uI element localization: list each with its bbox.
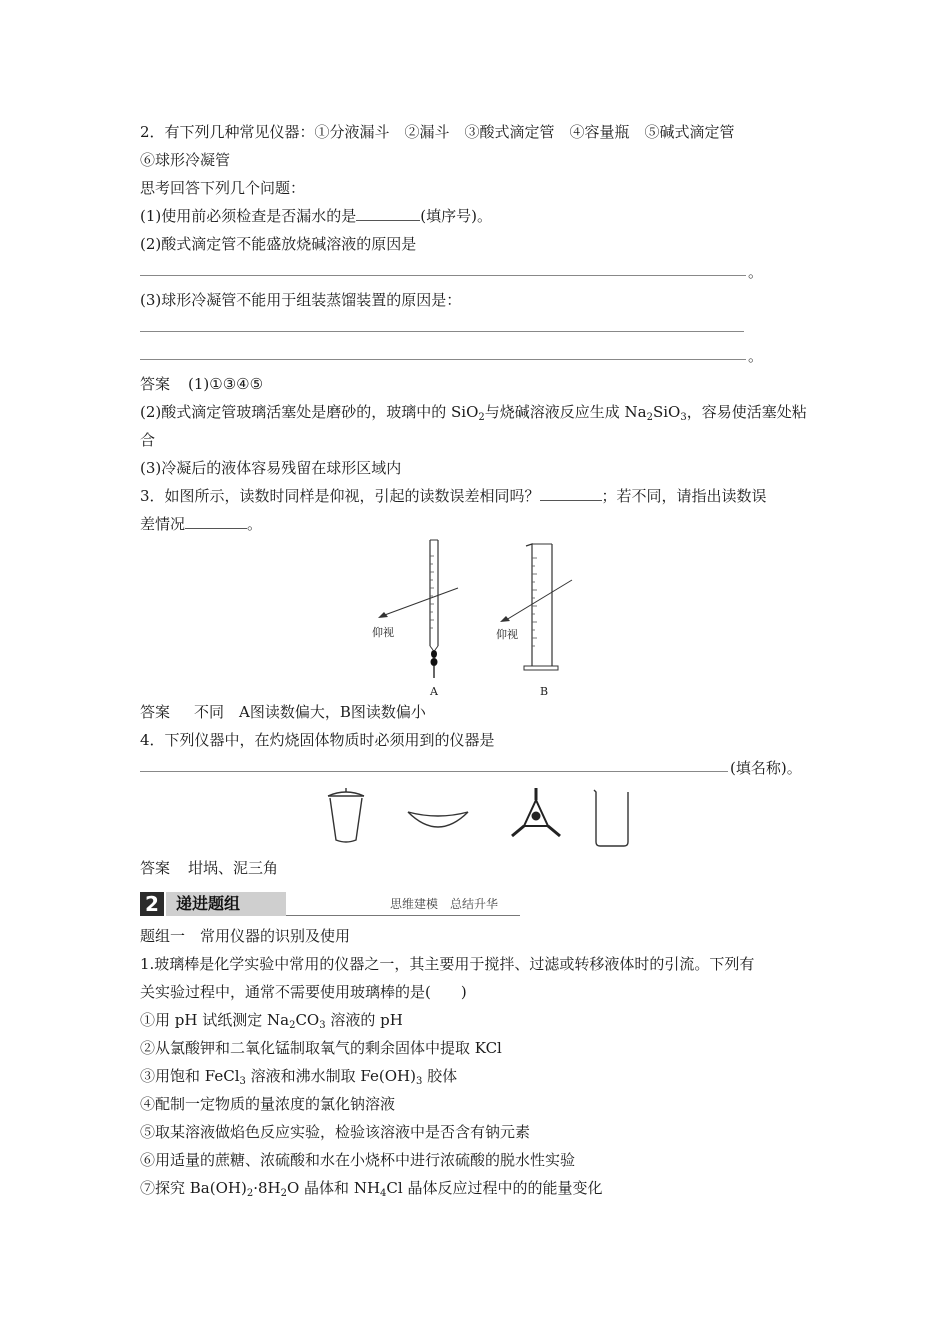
option-1 — [140, 1006, 820, 1034]
q2-part1-tail: (填序号)。 — [420, 207, 492, 225]
option-text: ·8H — [253, 1179, 281, 1197]
q2-part2: (2)酸式滴定管不能盛放烧碱溶液的原因是 — [140, 235, 417, 253]
subscript: 3 — [415, 1076, 423, 1087]
group-title: 题组一 常用仪器的识别及使用 — [140, 927, 351, 945]
option-text: O 晶体和 NH — [286, 1179, 381, 1197]
option-text: ⑦探究 Ba(OH) — [140, 1179, 247, 1197]
option-text: ①用 pH 试纸测定 Na — [140, 1011, 290, 1029]
answer-text: (1)①③④⑤ — [188, 375, 264, 393]
answer-line — [140, 258, 820, 286]
q2-stem-line1: 2．有下列几种常见仪器：①分液漏斗 ②漏斗 ③酸式滴定管 ④容量瓶 ⑤碱式滴定管 — [140, 123, 735, 141]
q3-stem-line2 — [140, 510, 820, 538]
answer-line — [140, 314, 820, 342]
answer-blank — [540, 486, 602, 501]
answer-text: (2)酸式滴定管玻璃活塞处是磨砂的，玻璃中的 SiO — [140, 403, 479, 421]
q3-stem-text: 3．如图所示，读数时同样是仰视，引起的读数误差相同吗？ — [140, 487, 540, 505]
option-4: ④配制一定物质的量浓度的氯化钠溶液 — [140, 1095, 396, 1113]
answer-text: SiO — [652, 403, 681, 421]
eye-label-b: 仰视 — [496, 628, 518, 641]
q3-stem-text: ；若不同，请指出读数误 — [601, 487, 767, 505]
answer-text: 不同 A图读数偏大，B图读数偏小 — [194, 703, 426, 721]
q2-part1-text: (1)使用前必须检查是否漏水的是 — [140, 207, 357, 225]
eye-label-a: 仰视 — [372, 626, 394, 639]
answer-blank — [356, 206, 420, 221]
crucible-icon — [328, 788, 364, 842]
q2-answer-3: (3)冷凝后的液体容易残留在球形区域内 — [140, 459, 402, 477]
option-text: ③用饱和 FeCl — [140, 1067, 240, 1085]
q2-answer-2a — [140, 398, 820, 454]
period: 。 — [748, 263, 764, 281]
banner-rule — [286, 915, 520, 916]
q2-part3: (3)球形冷凝管不能用于组装蒸馏装置的原因是： — [140, 291, 462, 309]
eye-icon — [378, 612, 388, 618]
q3-stem-line1 — [140, 482, 820, 510]
q2-part1 — [140, 202, 820, 230]
answer-line — [140, 342, 820, 370]
q4-tail: (填名称)。 — [730, 759, 802, 777]
answer-label: 答案 — [140, 859, 171, 877]
answer-line — [140, 754, 820, 782]
option-3 — [140, 1062, 820, 1090]
section-number: 2 — [140, 892, 164, 916]
figure-burette-cylinder — [140, 538, 820, 698]
option-text: 胶体 — [422, 1067, 458, 1085]
answer-text: 坩埚、泥三角 — [188, 859, 279, 877]
option-6: ⑥用适量的蔗糖、浓硫酸和水在小烧杯中进行浓硫酸的脱水性实验 — [140, 1151, 576, 1169]
q2-prompt: 思考回答下列几个问题： — [140, 179, 306, 197]
figure-apparatus — [140, 782, 820, 854]
answer-blank — [185, 514, 247, 529]
option-text: 溶液和沸水制取 Fe(OH) — [245, 1067, 416, 1085]
subscript: 2 — [289, 1020, 296, 1031]
option-text: 溶液的 pH — [325, 1011, 403, 1029]
option-text: CO — [295, 1011, 320, 1029]
answer-text: ，容易使活塞处粘合 — [140, 403, 807, 449]
subscript: 3 — [680, 412, 687, 423]
q4-answer — [140, 854, 820, 882]
cylinder-figure-b — [500, 544, 572, 670]
section-subtitle: 思维建模 总结升华 — [390, 897, 499, 911]
g1-q1-line1: 1.玻璃棒是化学实验中常用的仪器之一，其主要用于搅拌、过滤或转移液体时的引流。下列有 — [140, 955, 755, 973]
option-5: ⑤取某溶液做焰色反应实验，检验该溶液中是否含有钠元素 — [140, 1123, 531, 1141]
answer-label: 答案 — [140, 703, 171, 721]
subscript: 4 — [380, 1188, 387, 1199]
g1-q1-line2: 关实验过程中，通常不需要使用玻璃棒的是( ) — [140, 983, 467, 1001]
answer-text: 与烧碱溶液反应生成 Na — [484, 403, 647, 421]
q2-answer-1 — [140, 370, 820, 398]
subscript: 3 — [239, 1076, 246, 1087]
period: 。 — [748, 347, 764, 365]
option-2: ②从氯酸钾和二氧化锰制取氧气的剩余固体中提取 KCl — [140, 1039, 502, 1057]
subscript: 2 — [646, 412, 653, 423]
figure-label-a: A — [430, 685, 438, 698]
q3-stem-text: 。 — [247, 515, 263, 533]
figure-label-b: B — [540, 685, 549, 698]
beaker-icon — [594, 790, 628, 846]
option-text: Cl 晶体反应过程中的的能量变化 — [386, 1179, 603, 1197]
subscript: 3 — [319, 1020, 326, 1031]
burette-figure-a — [378, 540, 458, 678]
subscript: 2 — [246, 1188, 254, 1199]
subscript: 2 — [478, 412, 485, 423]
section-banner — [140, 886, 820, 922]
answer-label: 答案 — [140, 375, 171, 393]
subscript: 2 — [280, 1188, 287, 1199]
option-7 — [140, 1174, 820, 1202]
q2-stem-line2: ⑥球形冷凝管 — [140, 151, 231, 169]
evaporating-dish-icon — [408, 812, 468, 827]
q3-stem-text: 差情况 — [140, 515, 186, 533]
document-page — [140, 118, 820, 1202]
section-title: 递进题组 — [176, 894, 241, 913]
q3-answer — [140, 698, 820, 726]
q4-stem: 4．下列仪器中，在灼烧固体物质时必须用到的仪器是 — [140, 731, 495, 749]
clay-triangle-icon — [512, 788, 560, 836]
